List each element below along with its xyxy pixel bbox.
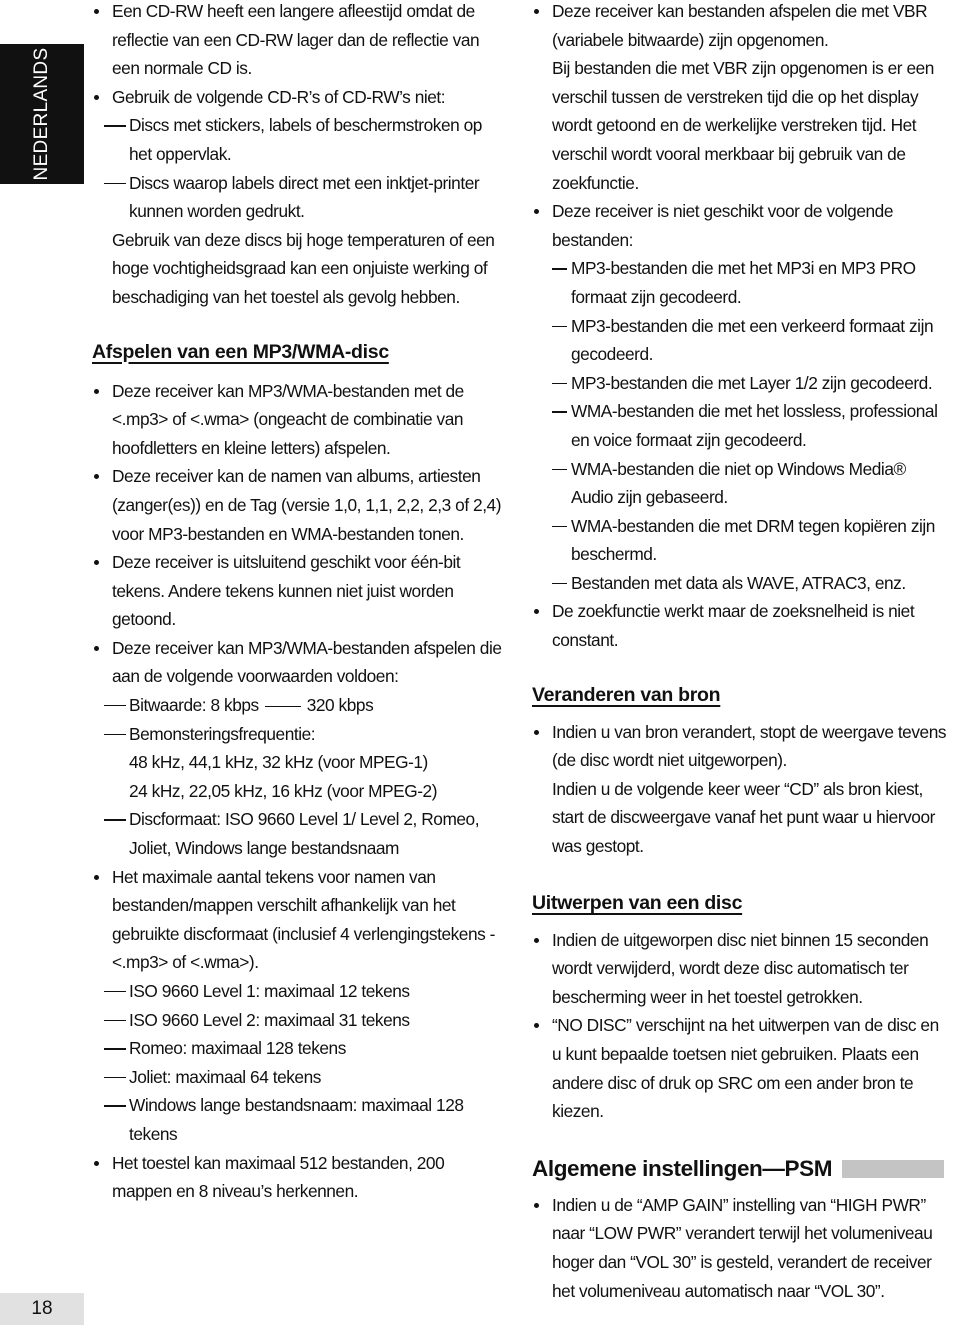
- section-heading: Veranderen van bron: [532, 683, 721, 706]
- dash-item: MP3-bestanden die met het MP3i en MP3 PRO formaat zijn gecodeerd.: [532, 254, 950, 311]
- list-item: Indien u de “AMP GAIN” instelling van “HIGH PWR” naar “LOW PWR” verandert terwijl het volumeniveau hoger dan “VOL 30” is gesteld, verandert de receiver het volumeniveau automatisch naar “VOL 30”.: [532, 1191, 950, 1305]
- dash-item: MP3-bestanden die met een verkeerd formaat zijn gecodeerd.: [532, 312, 950, 369]
- section-heading-psm: [532, 1153, 950, 1185]
- dash-item: Romeo: maximaal 128 tekens: [92, 1034, 507, 1063]
- list-item: Deze receiver kan bestanden afspelen die met VBR (variabele bitwaarde) zijn opgenomen.: [532, 0, 950, 54]
- dash-item: Bemonsteringsfrequentie:: [92, 720, 507, 749]
- dash-item: Discformaat: ISO 9660 Level 1/ Level 2, Romeo, Joliet, Windows lange bestandsnaam: [92, 805, 507, 862]
- bitrate-min: Bitwaarde: 8 kbps: [129, 695, 259, 716]
- dash-item: Discs met stickers, labels of beschermstroken op het oppervlak.: [92, 111, 507, 168]
- freq-line: 48 kHz, 44,1 kHz, 32 kHz (voor MPEG-1): [129, 752, 428, 773]
- list-item: Deze receiver kan de namen van albums, artiesten (zanger(es)) en de Tag (versie 1,0, 1,1, 2,2, 2,3 of 2,4) voor MP3-bestanden en WMA-bestanden tonen.: [92, 462, 507, 548]
- list-item: “NO DISC” verschijnt na het uitwerpen van de disc en u kunt bepaalde toetsen niet gebruiken. Plaats een andere disc of druk op SRC om een ander bron te kiezen.: [532, 1011, 950, 1125]
- note-text: Indien u de volgende keer weer “CD” als bron kiest, start de discweergave vanaf het punt waar u hiervoor was gestopt.: [552, 778, 935, 857]
- list-item: Deze receiver kan MP3/WMA-bestanden met de <.mp3> of <.wma> (ongeacht de combinatie van hoofdletters en kleine letters) afspelen.: [92, 377, 507, 463]
- range-dash: [265, 706, 301, 707]
- list-item: Het maximale aantal tekens voor namen van bestanden/mappen verschilt afhankelijk van het gebruikte discformaat (inclusief 4 verlengingstekens - <.mp3> of <.wma>).: [92, 863, 507, 977]
- note-text: Bij bestanden die met VBR zijn opgenomen is er een verschil tussen de verstreken tijd die op het display wordt getoond en de werkelijke verstreken tijd. Het verschil wordt vooral merkbaar bij gebruik van de zoekfunctie.: [552, 58, 934, 193]
- heading-bar-decoration: [842, 1160, 944, 1178]
- list-item: Het toestel kan maximaal 512 bestanden, 200 mappen en 8 niveau’s herkennen.: [92, 1149, 507, 1206]
- language-label: NEDERLANDS: [31, 47, 52, 181]
- freq-line: 24 kHz, 22,05 kHz, 16 kHz (voor MPEG-2): [129, 780, 438, 801]
- dash-item: Joliet: maximaal 64 tekens: [92, 1063, 507, 1092]
- list-item: Indien u van bron verandert, stopt de weergave tevens (de disc wordt niet uitgeworpen).: [532, 718, 950, 775]
- dash-item: ISO 9660 Level 1: maximaal 12 tekens: [92, 977, 507, 1006]
- dash-item: MP3-bestanden die met Layer 1/2 zijn gecodeerd.: [532, 369, 950, 398]
- list-item: Indien de uitgeworpen disc niet binnen 15 seconden wordt verwijderd, wordt deze disc automatisch ter bescherming weer in het toestel getrokken.: [532, 926, 950, 1012]
- left-column: [92, 0, 507, 1206]
- bitrate-max: 320 kbps: [306, 695, 374, 716]
- list-item: Deze receiver is niet geschikt voor de volgende bestanden:: [532, 197, 950, 254]
- section-heading: Uitwerpen van een disc: [532, 891, 743, 914]
- language-tab: [0, 44, 84, 184]
- dash-item: WMA-bestanden die met het lossless, professional en voice formaat zijn gecodeerd.: [532, 397, 950, 454]
- page-number: 18: [0, 1293, 84, 1325]
- dash-item: Windows lange bestandsnaam: maximaal 128 tekens: [92, 1091, 507, 1148]
- dash-item: ISO 9660 Level 2: maximaal 31 tekens: [92, 1006, 507, 1035]
- right-column: [532, 0, 950, 1305]
- list-item: Gebruik de volgende CD-R’s of CD-RW’s niet:: [92, 83, 507, 112]
- psm-heading-text: Algemene instellingen—PSM: [532, 1155, 833, 1181]
- list-item: Deze receiver is uitsluitend geschikt voor één-bit tekens. Andere tekens kunnen niet juist worden getoond.: [92, 548, 507, 634]
- section-heading: Afspelen van een MP3/WMA-disc: [92, 340, 389, 363]
- dash-item: Discs waarop labels direct met een inktjet-printer kunnen worden gedrukt.: [92, 169, 507, 226]
- note-text: Gebruik van deze discs bij hoge temperaturen of een hoge vochtigheidsgraad kan een onjuiste werking of beschadiging van het toestel als gevolg hebben.: [112, 229, 495, 307]
- dash-item: Bestanden met data als WAVE, ATRAC3, enz.: [532, 569, 950, 598]
- dash-item: WMA-bestanden die niet op Windows Media® Audio zijn gebaseerd.: [532, 455, 950, 512]
- list-item: Een CD-RW heeft een langere afleestijd omdat de reflectie van een CD-RW lager dan de reflectie van een normale CD is.: [92, 0, 507, 83]
- list-item: De zoekfunctie werkt maar de zoeksnelheid is niet constant.: [532, 597, 950, 654]
- dash-item: [92, 691, 507, 720]
- list-item: Deze receiver kan MP3/WMA-bestanden afspelen die aan de volgende voorwaarden voldoen:: [92, 634, 507, 691]
- dash-item: WMA-bestanden die met DRM tegen kopiëren zijn beschermd.: [532, 512, 950, 569]
